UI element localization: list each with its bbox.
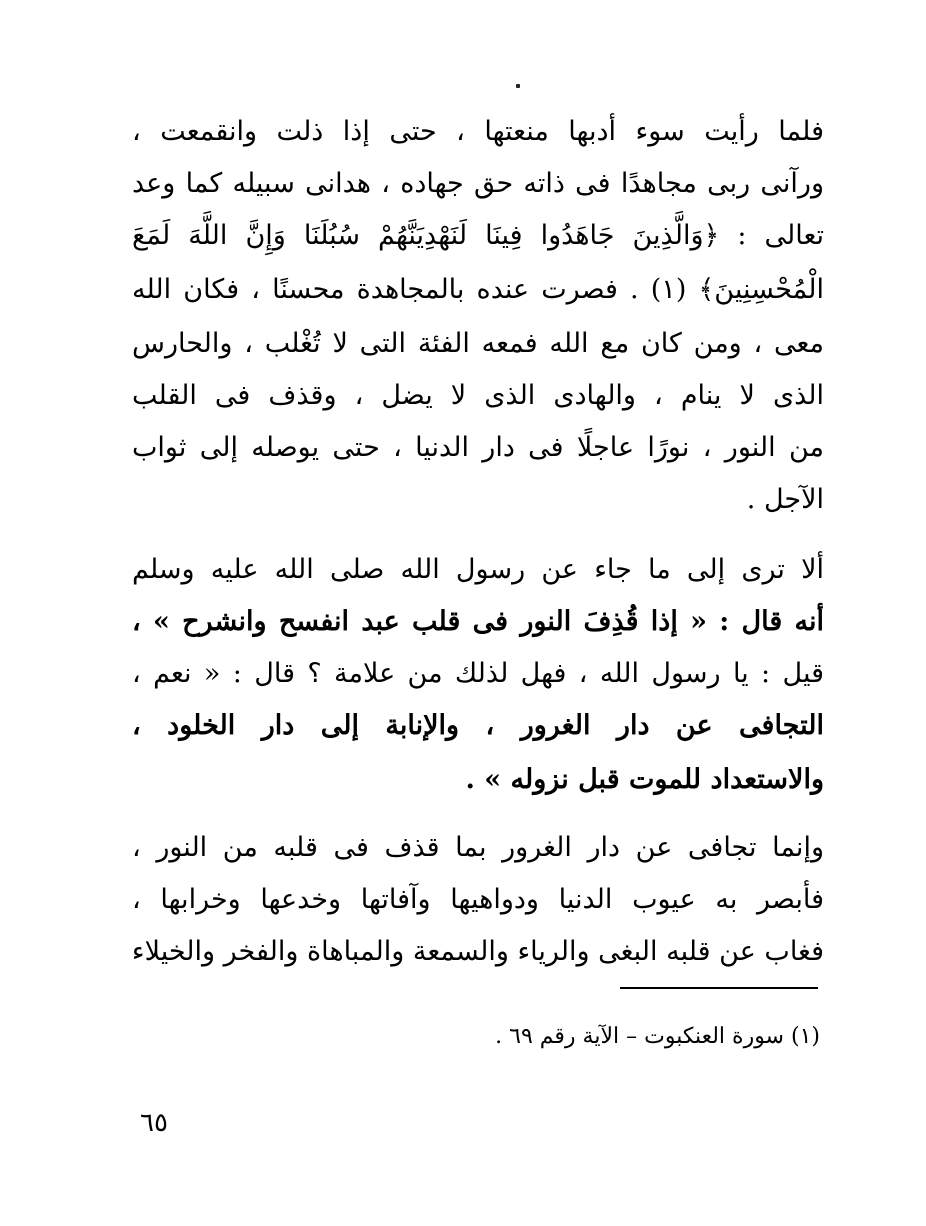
paragraph-3-line-3: فغاب عن قلبه البغى والرياء والسمعة والمباهاة والفخر والخيلاء [131,936,824,967]
paragraph-1-line-6: الذى لا ينام ، والهادى الذى لا يضل ، وقذف فى القلب [132,380,824,411]
page-number: ٦٥ [140,1108,168,1138]
paragraph-3-line-2: فأبصر به عيوب الدنيا ودواهيها وآفاتها وخدعها وخرابها ، [132,884,824,915]
paragraph-1-line-2: ورآنى ربى مجاهدًا فى ذاته حق جهاده ، هدانى سبيله كما وعد [132,168,824,199]
paragraph-2-line-4-hadith: التجافى عن دار الغرور ، والإنابة إلى دار الخلود ، [132,710,824,741]
paragraph-1-line-7: من النور ، نورًا عاجلًا فى دار الدنيا ، حتى يوصله إلى ثواب [132,432,824,463]
paragraph-1-line-1: فلما رأيت سوء أدبها منعتها ، حتى إذا ذلت وانقمعت ، [132,116,824,147]
footnote-separator [620,987,818,989]
paragraph-1-line-3-quran-verse: تعالى : ﴿وَالَّذِينَ جَاهَدُوا فِينَا لَنَهْدِيَنَّهُمْ سُبُلَنَا وَإِنَّ اللَّهَ لَمَعَ [132,220,824,251]
paragraph-3-line-1: وإنما تجافى عن دار الغرور بما قذف فى قلبه من النور ، [132,832,824,863]
paragraph-2-line-1: ألا ترى إلى ما جاء عن رسول الله صلى الله عليه وسلم [132,554,824,585]
top-dot [516,84,520,88]
paragraph-1-line-8: الآجل . [746,484,824,515]
paragraph-2-line-5-hadith: والاستعداد للموت قبل نزوله » . [465,764,824,795]
paragraph-1-line-4: الْمُحْسِنِينَ﴾ (١) . فصرت عنده بالمجاهدة محسنًا ، فكان الله [132,274,825,305]
paragraph-1-line-5: معى ، ومن كان مع الله فمعه الفئة التى لا تُغْلب ، والحارس [132,328,824,359]
paragraph-2-line-3: قيل : يا رسول الله ، فهل لذلك من علامة ؟ قال : « نعم ، [132,658,824,689]
footnote: (١) سورة العنكبوت – الآية رقم ٦٩ . [495,1024,820,1049]
paragraph-2-line-2-hadith: أنه قال : « إذا قُذِفَ النور فى قلب عبد انفسح وانشرح » ، [132,606,824,637]
